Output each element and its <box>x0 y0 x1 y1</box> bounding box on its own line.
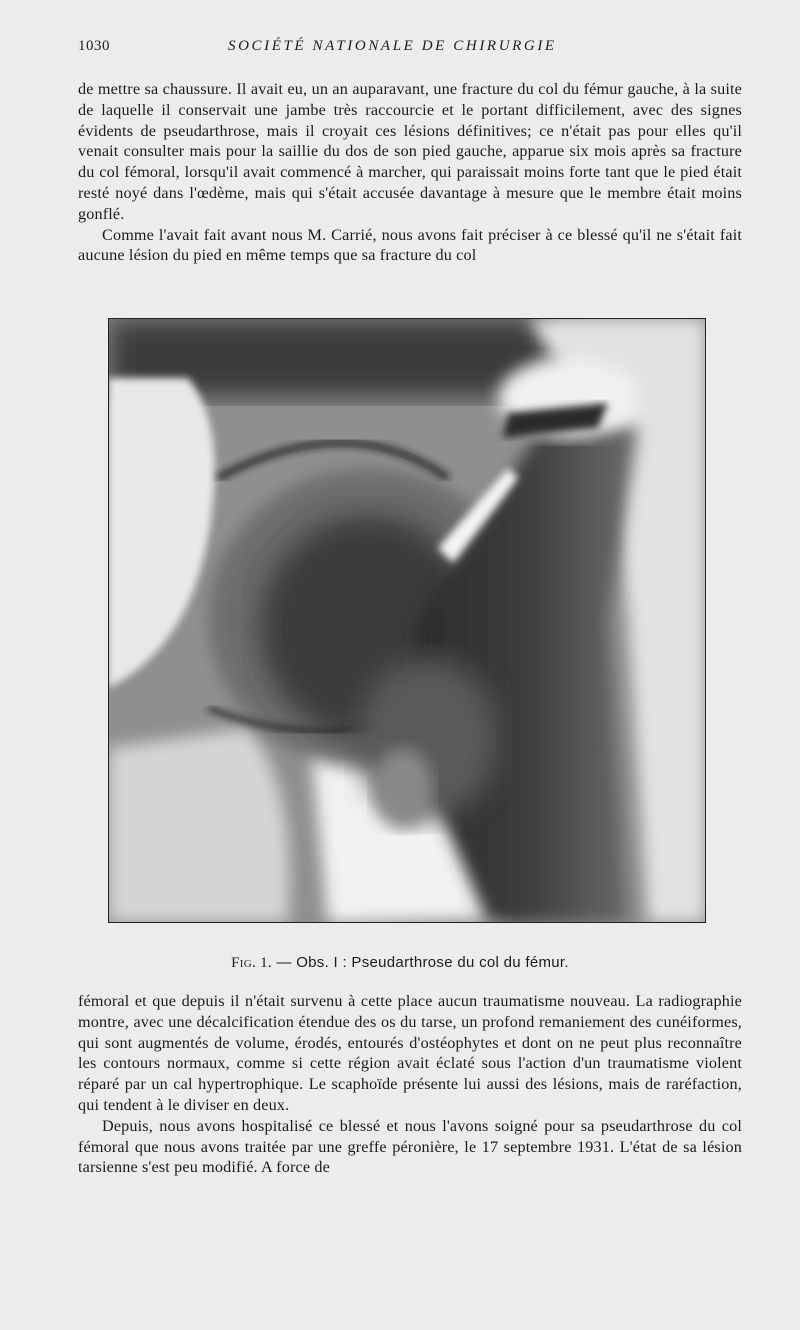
body-text-bottom <box>78 991 742 1178</box>
figure-caption <box>0 954 800 972</box>
figure-label: Fig. 1. <box>231 955 272 971</box>
body-text-top <box>78 79 742 266</box>
figure-caption-text: — Obs. I : Pseudarthrose du col du fémur. <box>271 954 569 971</box>
radiograph-figure <box>108 318 706 923</box>
hip-radiograph-image <box>108 318 706 923</box>
paragraph: fémoral et que depuis il n'était survenu à cette place aucun traumatisme nouveau. La radiographie montre, avec une décalcification étendue des os du tarse, un profond remaniement des cunéiformes, qui sont augmentés de volume, érodés, entourés d'ostéophytes et dont on ne peut plus reconnaître les contours normaux, comme si cette région avait éclaté sous l'action d'un traumatisme violent réparé par un cal hypertrophique. Le scaphoïde présente lui aussi des lésions, mais de raréfaction, qui tendent à le diviser en deux. <box>78 992 742 1114</box>
paragraph: de mettre sa chaussure. Il avait eu, un an auparavant, une fracture du col du fémur gauche, à la suite de laquelle il conservait une jambe très raccourcie et le portant difficilement, avec des signes évidents de pseudarthrose, mais il croyait ces lésions définitives; ce n'était pas pour elles qu'il venait consulter mais pour la saillie du dos de son pied gauche, apparue six mois après sa fracture du col fémoral, lorsqu'il avait commencé à marcher, qui paraissait moins forte tant que le pied était resté noyé dans l'œdème, mais qui s'était accusée davantage à mesure que le membre était moins gonflé. <box>78 80 742 223</box>
paragraph: Depuis, nous avons hospitalisé ce blessé et nous l'avons soigné pour sa pseudarthrose du col fémoral que nous avons traitée par une greffe péronière, le 17 septembre 1931. L'état de sa lésion tarsienne s'est peu modifié. A force de <box>78 1116 742 1177</box>
paragraph: Comme l'avait fait avant nous M. Carrié, nous avons fait préciser à ce blessé qu'il ne s'était fait aucune lésion du pied en même temps que sa fracture du col <box>78 225 742 265</box>
journal-title: SOCIÉTÉ NATIONALE DE CHIRURGIE <box>228 38 557 54</box>
running-head <box>78 38 742 58</box>
page-number: 1030 <box>78 38 110 54</box>
